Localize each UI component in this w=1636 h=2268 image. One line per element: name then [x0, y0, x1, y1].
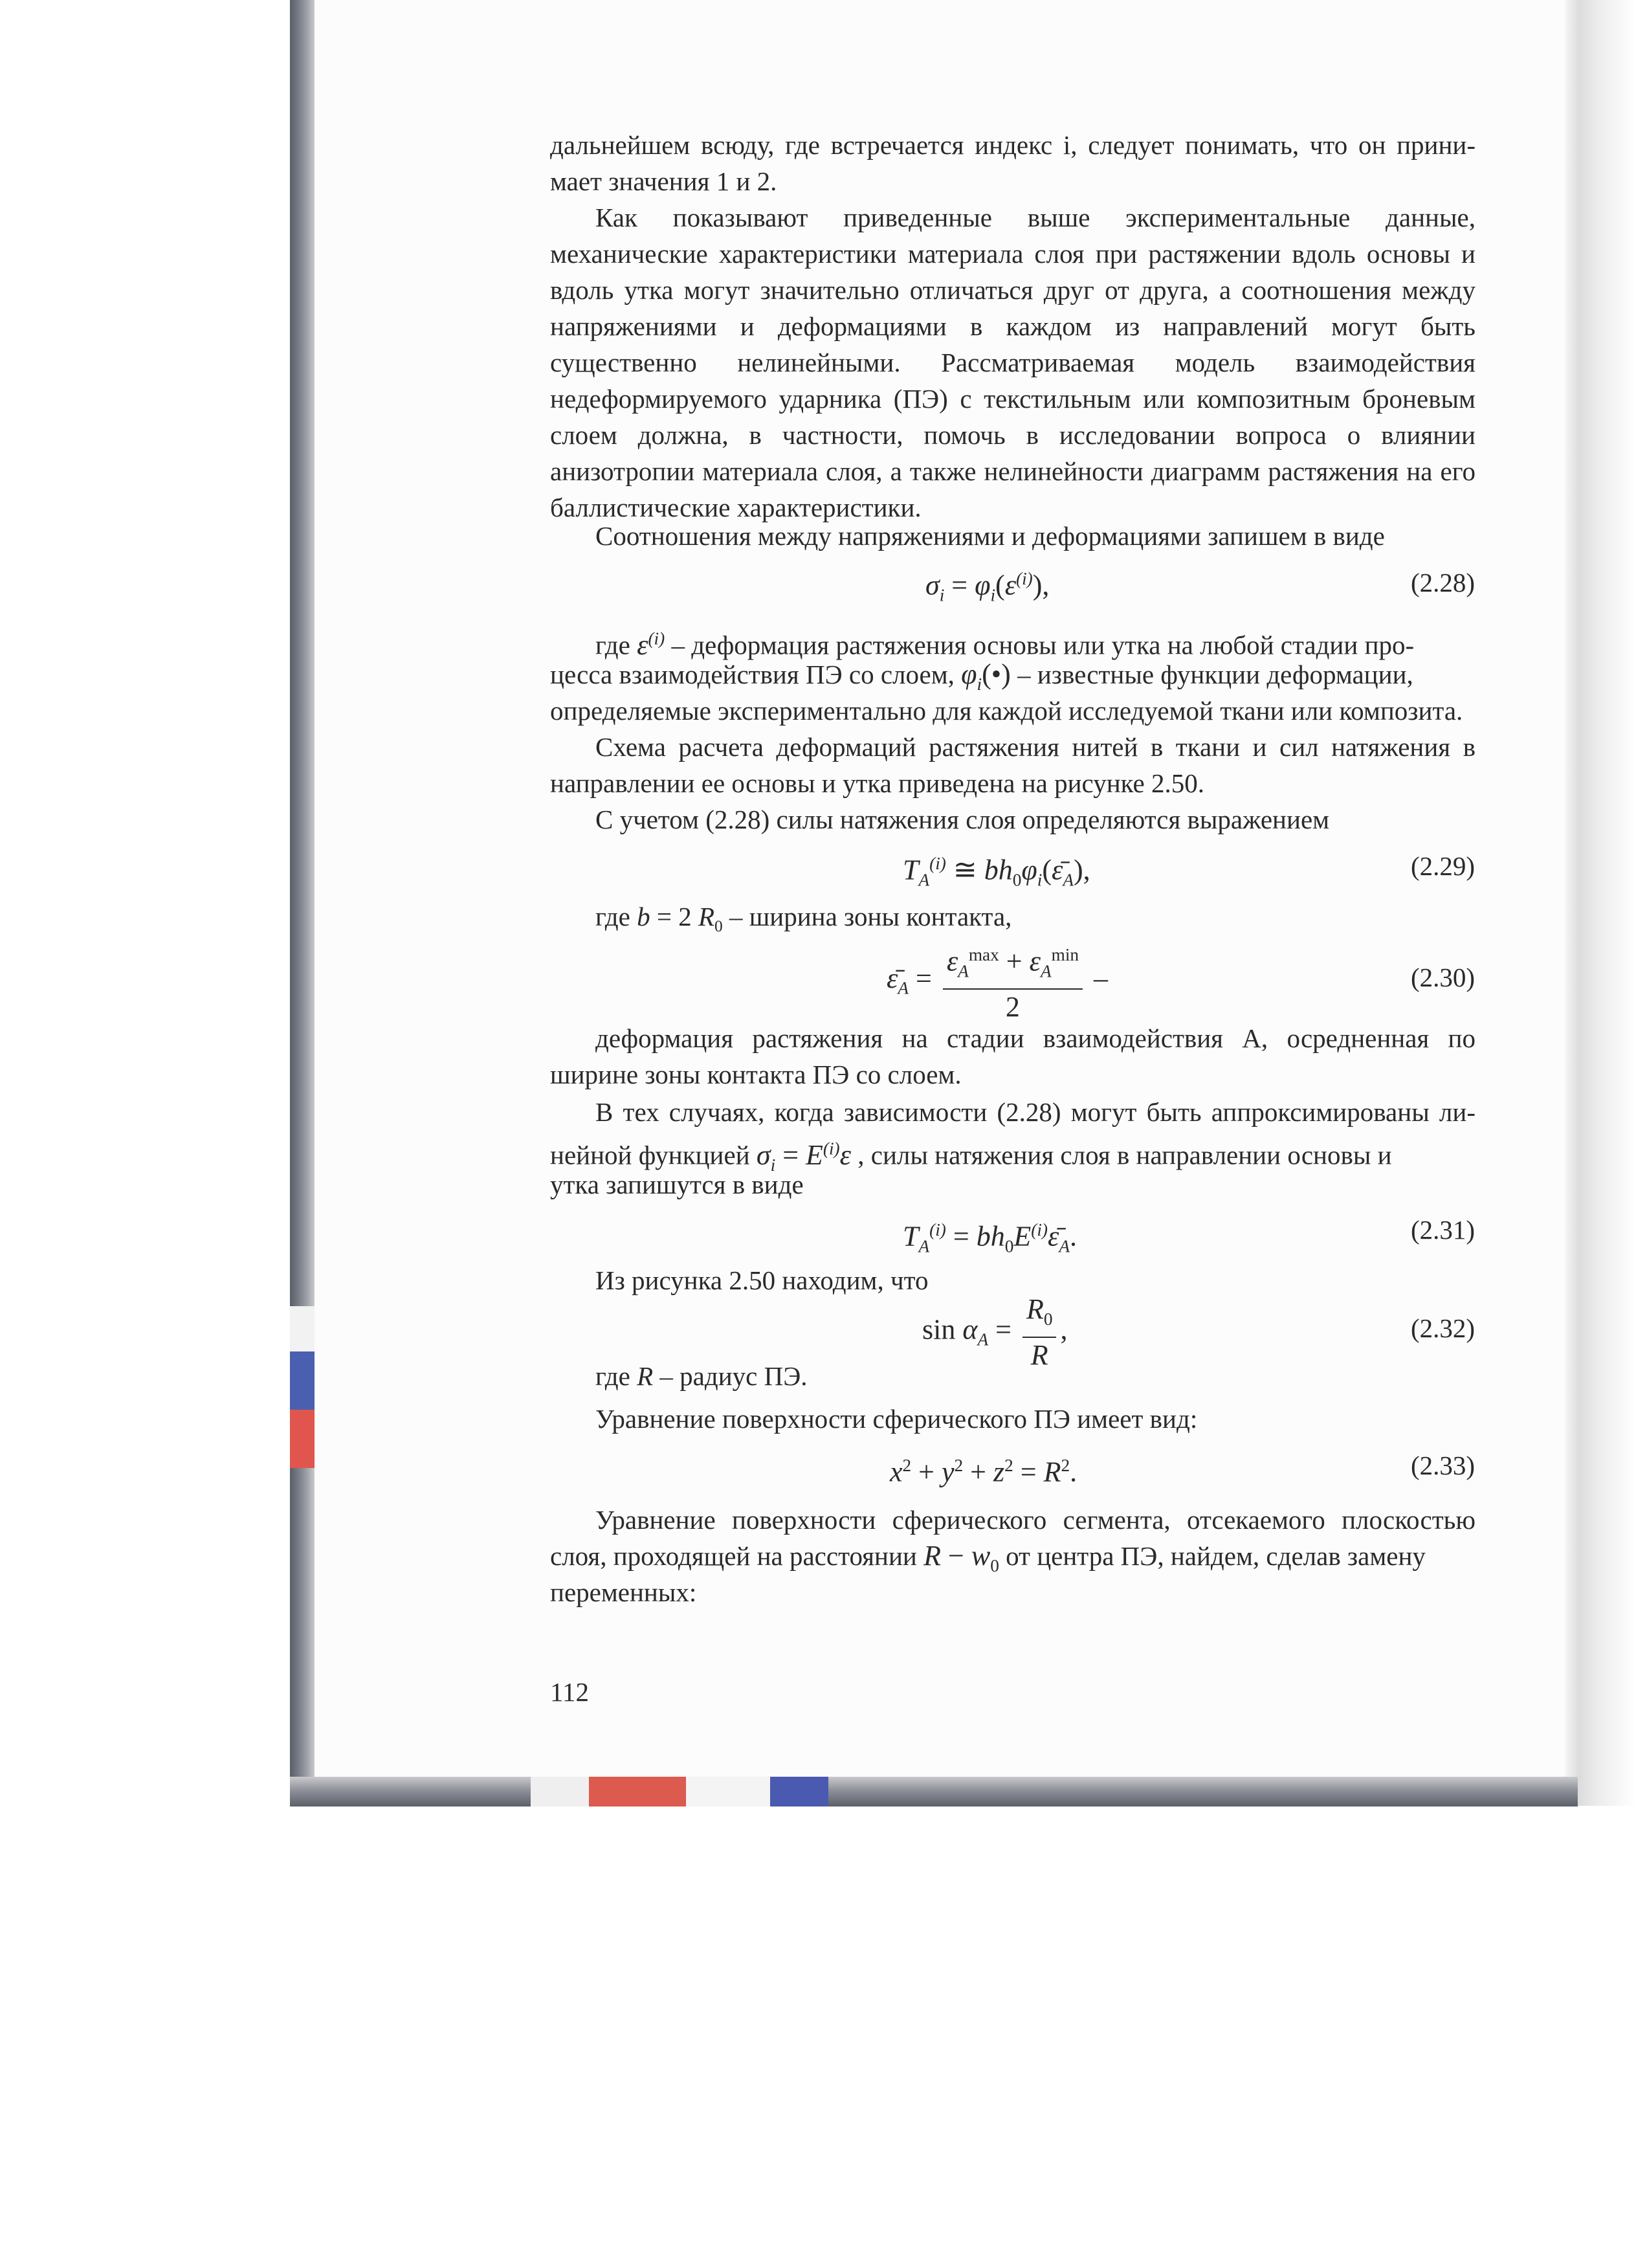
page-edge-right: [1565, 0, 1636, 1806]
binding-bottom-stripe-blue: [770, 1777, 828, 1807]
binding-stripe-red: [290, 1410, 315, 1468]
binding-bottom-stripe-red: [589, 1777, 686, 1807]
para9-line3: утка запишутся в виде: [550, 1170, 804, 1199]
equation-number-2-32: (2.32): [1411, 1313, 1476, 1343]
para7: где b = 2 $R_0$ – ширина зоны контакта,: [595, 902, 1012, 936]
para6: С учетом (2.28) силы натяжения слоя определяются выражением: [595, 805, 1330, 834]
para1-line1: дальнейшем всюду, где встречается индекс i, следует понимать, что он прини-: [550, 130, 1476, 160]
para13-line3: переменных:: [550, 1577, 697, 1607]
para11: где R – радиус ПЭ.: [595, 1361, 808, 1391]
para4-text-d: – известные функции деформации,: [1017, 660, 1413, 689]
para4-text-b: – деформация растяжения основы или утка на любой стадии про-: [671, 630, 1415, 660]
epsilon-i-symbol: $\varepsilon^{(i)}$: [637, 628, 665, 661]
distance-formula: $R - w_0$: [923, 1540, 999, 1575]
equation-number-2-28: (2.28): [1411, 568, 1476, 597]
para9-text-b1: нейной функцией: [550, 1140, 750, 1170]
book-binding-left: [290, 0, 315, 1806]
para2: Как показывают приведенные выше экспериментальные данные, механические характеристики материала слоя при растяжении вдоль основы и вдоль утка могут значительно отличаться друг от друга, а соотношения между напряжениями и деформациями в каждом из направлений могут быть существенно нелинейными. Рассматриваемая модель взаимодействия недеформируемого ударника (ПЭ) с текстильным или композитным броневым слоем должна, в частности, помочь в исследовании вопроса о влиянии анизотропии материала слоя, а также нелинейности диаграмм растяжения на его баллистические характеристики.: [550, 203, 1476, 522]
para3: Соотношения между напряжениями и деформациями запишем в виде: [595, 521, 1385, 551]
para4-line3: определяемые экспериментально для каждой исследуемой ткани или композита.: [550, 696, 1463, 726]
para1-line2: мает значения 1 и 2.: [550, 166, 777, 196]
para8: деформация растяжения на стадии взаимодействия A, осредненная по ширине зоны контакта ПЭ со слоем.: [550, 1023, 1476, 1089]
equation-number-2-33: (2.33): [1411, 1451, 1476, 1480]
equation-2-31: $T_A^{(i)}$ = $bh_0E^{(i)}\varepsilon̄_A$.: [903, 1220, 1077, 1256]
para13-line1: Уравнение поверхности сферического сегмента, отсекаемого плоскостью: [595, 1505, 1476, 1535]
equation-2-30: $\varepsilon̄_A$ = $\frac{\varepsilon_A^{max} + \varepsilon_A^{min}}{2}$ –: [887, 937, 1108, 1025]
para13-text-b2: от центра ПЭ, найдем, сделав замену: [1006, 1541, 1426, 1571]
equation-2-29: $T_A^{(i)}$ ≅ $bh_0\varphi_i(\varepsilon̄_A)$,: [903, 854, 1090, 890]
equation-number-2-29: (2.29): [1411, 851, 1476, 881]
equation-number-2-30: (2.30): [1411, 962, 1476, 992]
binding-bottom-stripe-white-2: [686, 1777, 770, 1807]
equation-number-2-31: (2.31): [1411, 1215, 1476, 1245]
equation-2-32-fraction: $\frac{R_0}{R}$: [1022, 1292, 1057, 1373]
binding-stripe-white: [290, 1306, 315, 1351]
phi-function-symbol: $\varphi_i(•)$: [961, 658, 1011, 694]
page-number: 112: [550, 1677, 589, 1707]
equation-2-32: $\sin \alpha_A$ = $\frac{R_0}{R}$ ,: [922, 1292, 1067, 1373]
equation-2-30-fraction: $\frac{\varepsilon_A^{max} + \varepsilon_A^{min}}{2}$: [943, 937, 1083, 1025]
para5: Схема расчета деформаций растяжения нитей в ткани и сил натяжения в направлении ее основы и утка приведена на рисунке 2.50.: [550, 732, 1476, 798]
equation-2-33: $x^2 + y^2 + z^2 = R^2$.: [890, 1456, 1078, 1488]
linear-function-formula: $\sigma_i = E^{(i)}\varepsilon$: [756, 1139, 851, 1175]
para10: Из рисунка 2.50 находим, что: [595, 1265, 929, 1295]
book-binding-bottom: [290, 1777, 1578, 1807]
equation-2-28: $\sigma_i = \varphi_i(\varepsilon^{(i)})$,: [925, 569, 1050, 605]
para12: Уравнение поверхности сферического ПЭ имеет вид:: [595, 1404, 1198, 1434]
binding-stripe-blue: [290, 1351, 315, 1410]
para13-text-b1: слоя, проходящей на расстоянии: [550, 1541, 917, 1571]
para9-text-b2: , силы натяжения слоя в направлении основы и: [857, 1140, 1392, 1170]
binding-bottom-stripe-white: [531, 1777, 589, 1807]
para4-where: где: [595, 630, 630, 660]
para9-line1: В тех случаях, когда зависимости (2.28) могут быть аппроксимированы ли-: [595, 1097, 1476, 1127]
para4-text-c: цесса взаимодействия ПЭ со слоем,: [550, 660, 955, 689]
